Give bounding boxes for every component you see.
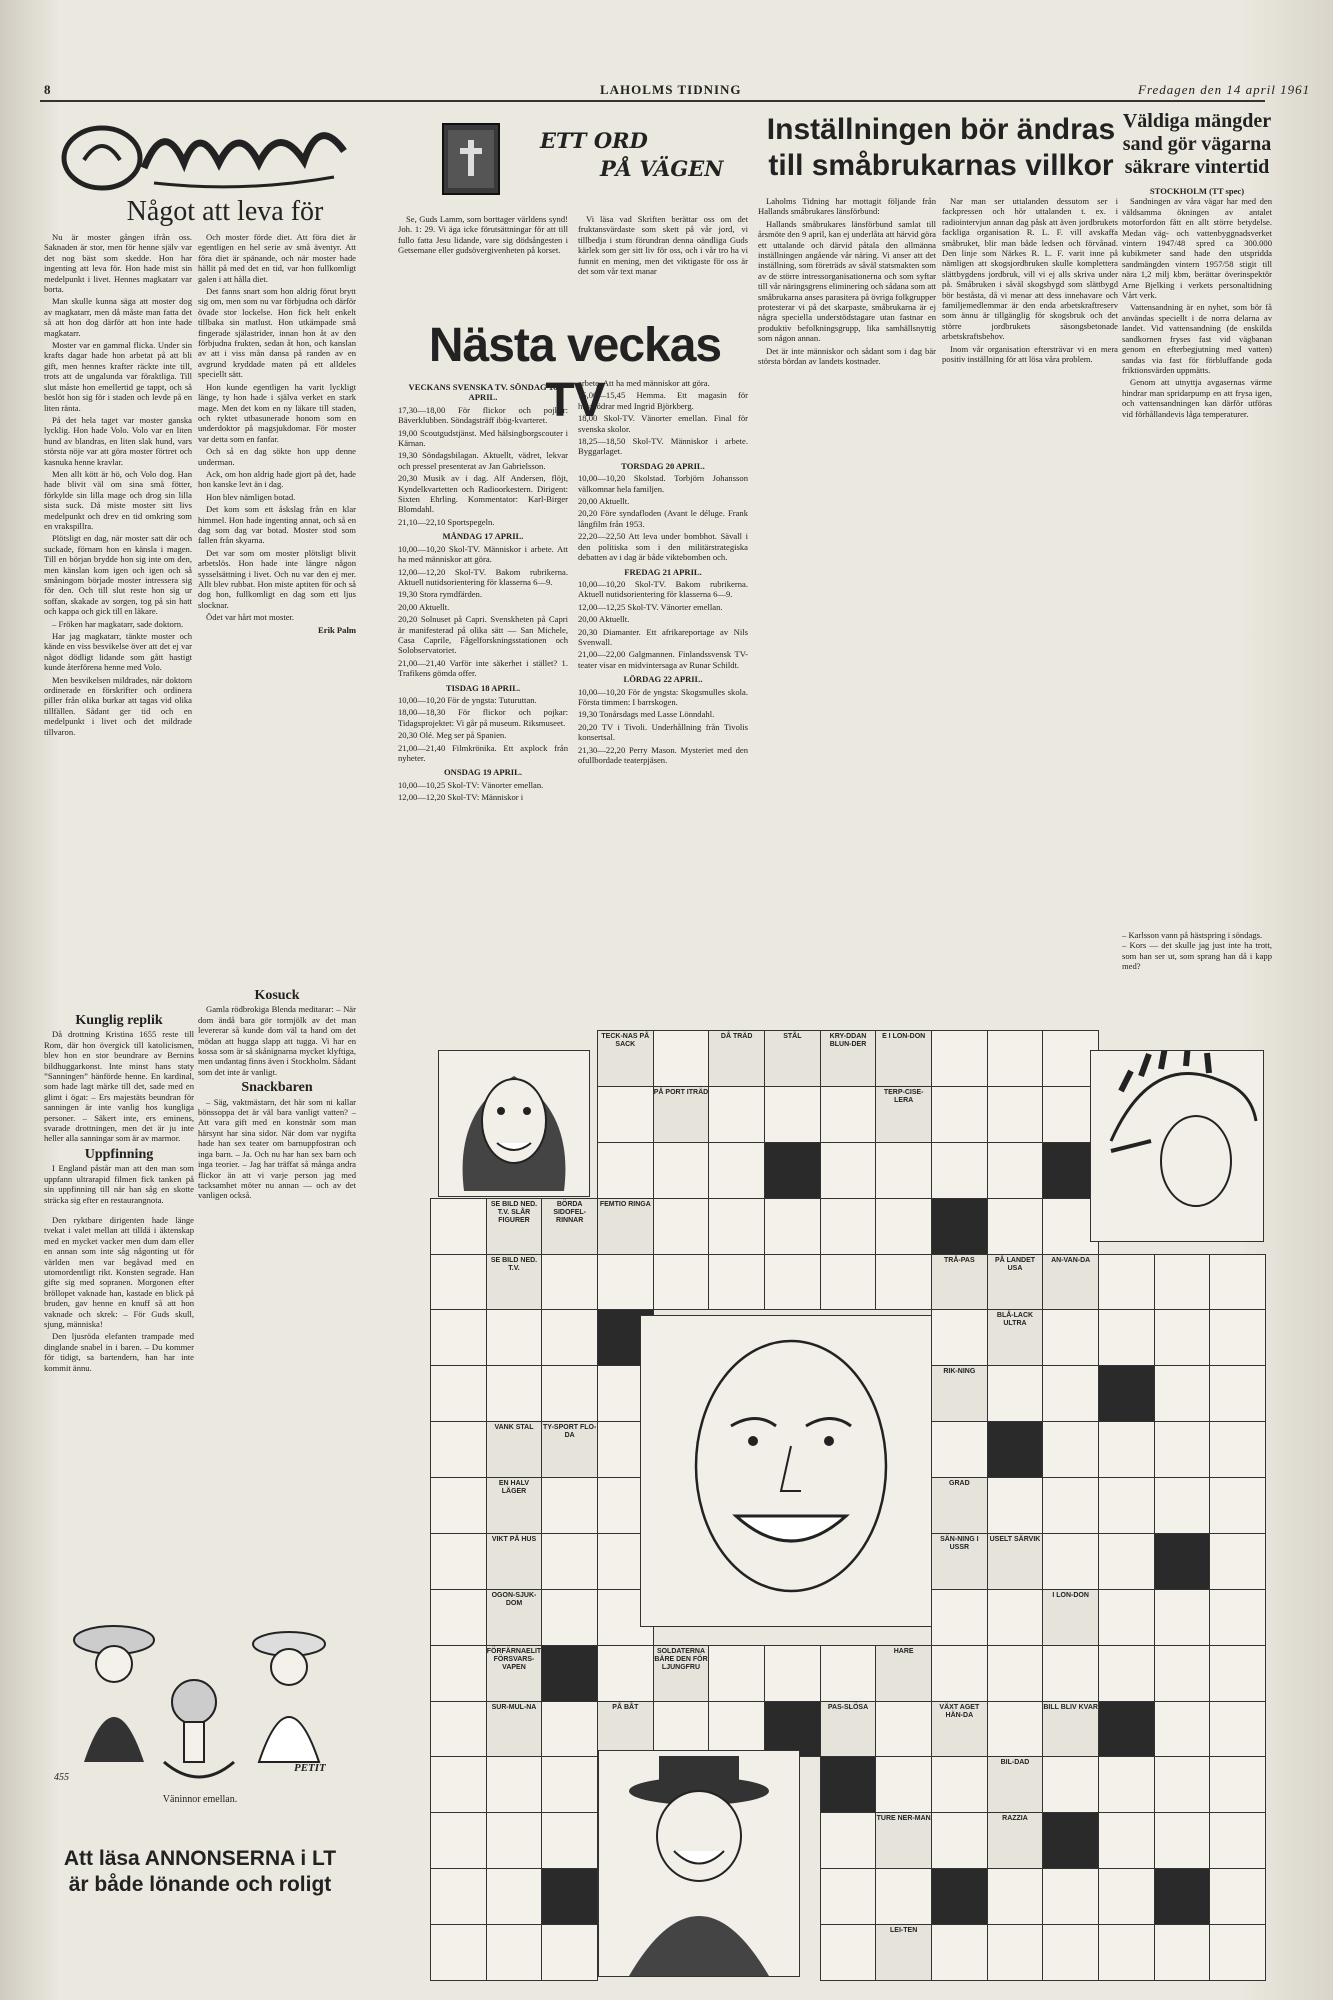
crossword-clue-cell: I LON-DON (1042, 1589, 1099, 1646)
tv-day-heading: MÅNDAG 17 APRIL. (442, 531, 524, 542)
tv-listing: 21,30—22,20 Perry Mason. Mysteriet med den ofullbordade teaterpjäsen. (578, 744, 748, 765)
crossword-clue-cell: PÅ BÅT (597, 1701, 654, 1758)
uppfinning-text: I England påstår man att den man som uppfann ultrarapid filmen fick tanken på sin uppfinning till när han såg en skotte sträcka sig efter en restaurangnota. (44, 1163, 194, 1205)
crossword-answer-cell[interactable] (875, 1756, 932, 1813)
crossword-clue-cell: HARE (875, 1645, 932, 1702)
tv-listing: 18,25—18,50 Skol-TV. Människor i arbete. Byggarlaget. (578, 436, 748, 457)
ad-line1: Att läsa ANNONSERNA i LT (63, 1847, 337, 1870)
crossword-answer-cell[interactable] (931, 1086, 988, 1143)
crossword-answer-cell[interactable] (1209, 1533, 1266, 1590)
crossword-clue-cell: LEI-TEN (875, 1924, 932, 1981)
crossword-answer-cell[interactable] (987, 1477, 1044, 1534)
crossword-answer-cell[interactable] (1154, 1254, 1211, 1311)
crossword-answer-cell[interactable] (764, 1645, 821, 1702)
crossword-answer-cell[interactable] (430, 1924, 487, 1981)
tv-listing: 20,30 Diamanter. Ett afrikareportage av Nils Svenwall. (578, 626, 748, 647)
crossword-answer-cell[interactable] (653, 1701, 710, 1758)
paragraph: Hon blev nämligen botad. (206, 491, 296, 502)
crossword-answer-cell[interactable] (987, 1701, 1044, 1758)
crossword-answer-cell[interactable] (820, 1812, 877, 1869)
tv-listing: 15,00—15,45 Hemma. Ett magasin för husmödrar med Ingrid Björkberg. (578, 390, 748, 411)
crossword-answer-cell[interactable] (541, 1533, 598, 1590)
tv-day-heading: VECKANS SVENSKA TV. SÖNDAG 16 APRIL. (408, 382, 558, 403)
sketch-indian-chief (1090, 1050, 1264, 1242)
crossword-answer-cell[interactable] (597, 1086, 654, 1143)
title-line: sand gör vägarna (1122, 133, 1272, 155)
tv-listing: 19,30 Stora rymdfärden. (398, 589, 483, 600)
crossword-answer-cell[interactable] (1209, 1421, 1266, 1478)
crossword-answer-cell[interactable] (1042, 1477, 1099, 1534)
crossword-black-cell (931, 1198, 988, 1255)
paragraph: Moster var en gammal flicka. Under sin krafts dagar hade hon arbetat på att bli gift, men hennes krafter räckte inte till, trots att de ungalunda var föraktliga. Till slut måste hon emellertid ge tappt, och så beslöt hon sig för i staden och levde på en liten ränta. (44, 340, 192, 413)
crossword-clue-cell: PAS-SLÖSA (820, 1701, 877, 1758)
tv-listing: 20,20 Före syndafloden (Avant le déluge. Frank långfilm från 1953. (578, 508, 748, 529)
valdiga-col (1122, 186, 1272, 926)
crossword-clue-cell: E I LON-DON (875, 1030, 932, 1087)
paragraph: Genom att utnyttja avgasernas värme hindrar man spridarpump en att frysa igen, och vattensandningen kan därför utföras vid förhållandevis låga temperaturer. (1122, 377, 1272, 419)
tv-listing: 12,00—12,20 Skol-TV. Bakom rubrikerna. Aktuell nutidsorientering för klasserna 6—9. (398, 566, 568, 587)
kosuck-text: Gamla rödbrokiga Blenda meditarar: – När dom ändå bara gör tormjölk av det man levererar så kunde dom väl ta hand om det mödan att hugga slapp att tugga. Vi har en kossa som är så skånignarna mycket klyftiga, men undantag finns även i Stockholm. Sådant som det inte är vanligt. (198, 1004, 356, 1077)
tv-listing: 19,30 Söndagsbilagan. Aktuellt, vädret, lekvar och pressel presenterat av Jan Gabrielsson. (398, 450, 568, 471)
crossword-answer-cell[interactable] (1209, 1589, 1266, 1646)
crossword-answer-cell[interactable] (1209, 1254, 1266, 1311)
crossword-answer-cell[interactable] (1098, 1309, 1155, 1366)
title-line: Väldiga mängder (1122, 110, 1272, 132)
author: Erik Palm (318, 624, 356, 635)
om-vartannat-col2 (198, 232, 356, 982)
crossword-answer-cell[interactable] (931, 1924, 988, 1981)
crossword-answer-cell[interactable] (486, 1756, 543, 1813)
crossword-answer-cell[interactable] (597, 1142, 654, 1199)
crossword-answer-cell[interactable] (1209, 1812, 1266, 1869)
cartoon-caption: Väninnor emellan. (162, 1794, 238, 1805)
crossword-clue-cell: BIL-DAD (987, 1756, 1044, 1813)
installningen-col2 (942, 196, 1118, 986)
tv-col1 (398, 378, 568, 990)
crossword-answer-cell[interactable] (1154, 1812, 1211, 1869)
crossword-answer-cell[interactable] (1042, 1533, 1099, 1590)
crossword-answer-cell[interactable] (875, 1254, 932, 1311)
crossword-answer-cell[interactable] (1098, 1254, 1155, 1311)
crossword-answer-cell[interactable] (987, 1086, 1044, 1143)
crossword-clue-cell: SÄN-NING I USSR (931, 1533, 988, 1590)
crossword-answer-cell[interactable] (430, 1254, 487, 1311)
crossword-answer-cell[interactable] (541, 1254, 598, 1311)
crossword-answer-cell[interactable] (1042, 1365, 1099, 1422)
kunglig-replik-text: Då drottning Kristina 1655 reste till Rom, där hon övergick till katolicismen, blev hon en stor beundrare av Bernins bildhuggarkonst. Inte minst hans staty ”Sanningen” hänförde henne. En kardinal, som hade lagt märke till det, sade med en glimt i ögat: – Ers majestäts beundran för sanningen är inte vanlig hos kungliga personer. – Säkert inte, ers eminens, svarade drottningen, men det är ju inte heller alla sanningar som är av marmor. (44, 1029, 194, 1144)
crossword-clue-cell: PÅ LANDET USA (987, 1254, 1044, 1311)
tv-listing: 21,00—22,00 Galgmannen. Finlandssvensk TV-teater visar en midvintersaga av Runar Schildt. (578, 649, 748, 670)
crossword-answer-cell[interactable] (541, 1812, 598, 1869)
paragraph: Ödet var hårt mot moster. (206, 612, 295, 623)
crossword-answer-cell[interactable] (1098, 1645, 1155, 1702)
crossword-answer-cell[interactable] (1209, 1365, 1266, 1422)
crossword-answer-cell[interactable] (987, 1868, 1044, 1925)
paragraph: Nu är moster gången ifrån oss. Saknaden är stor, men för henne själv var det nog bäst som skedde. Hon har ingenting att leva för. Hon hade mist sin medelpunkt i livet. Hennes magkatarr var borta. (44, 232, 192, 295)
paragraph: Det fanns snart som hon aldrig förut brytt sig om, men som nu var förbjudna och därför övade stor lockelse. Hon fick helt enkelt tillbaka sin matlust. Hon utkämpade små fingerade själastrider, innan hon åt av den förbjudna frukten, sedan åt hon, och kanslan av att i viss mån dansa på randen av en avgrund kryddade maten på ett alldeles speciellt sätt. (198, 286, 356, 380)
crossword-answer-cell[interactable] (653, 1198, 710, 1255)
crossword-black-cell (820, 1756, 877, 1813)
tv-title: Nästa veckas TV (428, 319, 722, 427)
newspaper-name: LAHOLMS TIDNING (600, 82, 742, 97)
tv-listing: 10,00—10,20 Skolstad. Torbjörn Johansson välkomnar hela familjen. (578, 473, 748, 494)
tv-listing: 12,00—12,20 Skol-TV: Människor i (398, 792, 524, 803)
crossword-answer-cell[interactable] (931, 1030, 988, 1087)
crossword-answer-cell[interactable] (541, 1589, 598, 1646)
crossword-answer-cell[interactable] (430, 1477, 487, 1534)
crossword-answer-cell[interactable] (1209, 1645, 1266, 1702)
tv-listing: 20,00 Aktuellt. (578, 614, 630, 625)
crossword-answer-cell[interactable] (1042, 1309, 1099, 1366)
paragraph: Men allt kött är hö, och Volo dog. Han hade blivit väl om sina små fötter, förkylde sin lilla mage och drog sin lilla sista suck. Då miste moster sitt livs medelpunkt och drev en tid omkring som en vrakspillra. (44, 468, 192, 531)
crossword-answer-cell[interactable] (541, 1365, 598, 1422)
paragraph: Ack, om hon aldrig hade gjort på det, hade hon kanske levt än i dag. (198, 468, 356, 490)
paragraph: Det är inte människor och sådant som i dag bär största bördan av landets kostnader. (758, 345, 936, 367)
sketch-man-hat (598, 1750, 800, 1977)
crossword-clue-cell: TERP-CISE-LERA (875, 1086, 932, 1143)
crossword-answer-cell[interactable] (875, 1142, 932, 1199)
crossword-answer-cell[interactable] (430, 1812, 487, 1869)
tv-listing: 18,00—18,30 För flickor och pojkar: Tidagsprojektet: Vi går på museum. Riksmuseet. (398, 707, 568, 728)
tv-listing: 20,00 Aktuellt. (398, 601, 450, 612)
title-line: till småbrukarnas villkor (768, 149, 1114, 182)
crossword-answer-cell[interactable] (764, 1198, 821, 1255)
crossword-black-cell (987, 1421, 1044, 1478)
crossword-answer-cell[interactable] (486, 1868, 543, 1925)
crossword-clue-cell: TY-SPORT FLO-DA (541, 1421, 598, 1478)
issue-date: Fredagen den 14 april 1961 (1138, 82, 1311, 97)
crossword-answer-cell[interactable] (931, 1589, 988, 1646)
crossword-clue-cell: OGON-SJUK-DOM (486, 1589, 543, 1646)
paragraph: På det hela taget var moster ganska lycklig. Hon hade Volo. Volo var en liten hund av blandras, en liten slak hund, vars största nöje var att göra moster förtret och kasnuka henne kravlar. (44, 414, 192, 467)
crossword-answer-cell[interactable] (430, 1701, 487, 1758)
crossword-black-cell (541, 1645, 598, 1702)
paragraph: Man skulle kunna säga att moster dog av magkatarr, men då måste man fatta det så att hon dog därför att hon inte hade magkatarr. (44, 296, 192, 338)
crossword-black-cell (541, 1868, 598, 1925)
crossword-black-cell (931, 1868, 988, 1925)
paragraph: Hon kunde egentligen ha varit lyckligt länge, ty hon hade i själva verket en stark mage. Men det kom en ny läkare till staden, och ryktet utbasunerade honom som en underdoktor på magsjukdomar. För moster var detta som en fanfar. (198, 381, 356, 444)
crossword-clue-cell: BLÅ-LACK ULTRA (987, 1309, 1044, 1366)
crossword-answer-cell[interactable] (1209, 1756, 1266, 1813)
paragraph: Vi läsa vad Skriften berättar oss om det fruktansvärdaste som skett på vår jord, vi tillbedja i stum förundran denna oändliga Guds kärlek som ger sitt liv för oss, och i vår tro ha vi funnit en mening, men det viktigaste för oss är det som vår text manar (578, 214, 748, 277)
tv-listing: 10,00—10,25 Skol-TV: Vänorter emellan. (398, 779, 544, 790)
crossword-clue-cell: TURE NER-MAN (875, 1812, 932, 1869)
crossword-clue-cell: FÖRFÄRNAELIT FÖRSVARS-VAPEN (486, 1645, 543, 1702)
crossword-answer-cell[interactable] (1209, 1868, 1266, 1925)
crossword-answer-cell[interactable] (820, 1198, 877, 1255)
crossword-answer-cell[interactable] (653, 1254, 710, 1311)
tv-day-heading: FREDAG 21 APRIL. (624, 566, 702, 577)
crossword-answer-cell[interactable] (875, 1198, 932, 1255)
crossword-answer-cell[interactable] (541, 1309, 598, 1366)
crossword-clue-cell: SE BILD NED. T.V. (486, 1254, 543, 1311)
crossword-answer-cell[interactable] (1209, 1924, 1266, 1981)
crossword-black-cell (1042, 1812, 1099, 1869)
crossword-black-cell (764, 1701, 821, 1758)
crossword-answer-cell[interactable] (1154, 1365, 1211, 1422)
crossword-answer-cell[interactable] (708, 1701, 765, 1758)
crossword-answer-cell[interactable] (1098, 1756, 1155, 1813)
paragraph: Vattensandning är en nyhet, som bör få användas speciellt i de norra delarna av landet. Vid vattensandning (de enskilda sandkornen fryses fast vid vägbanan genom en efterbegjutning med vatten) sandas via fast för förbluffande goda friktionsvärden uppmätts. (1122, 302, 1272, 375)
crossword-answer-cell[interactable] (486, 1812, 543, 1869)
title-line: säkrare vintertid (1124, 156, 1270, 178)
tv-day-heading: TISDAG 18 APRIL. (445, 682, 521, 693)
crossword-answer-cell[interactable] (820, 1645, 877, 1702)
tv-day-heading: TORSDAG 20 APRIL. (621, 460, 705, 471)
ett-ord-col1 (398, 214, 568, 314)
crossword-black-cell (1154, 1868, 1211, 1925)
crossword-answer-cell[interactable] (1209, 1701, 1266, 1758)
crossword-black-cell (764, 1142, 821, 1199)
tv-listing: 19,00 Scoutgudstjänst. Med hälsingborgscouter i Kärnan. (398, 427, 568, 449)
paragraph: Men besvikelsen mildrades, när doktorn ordinerade en förskrifter och ordinera piller från olika burkar att tagas vid olika tillfällen. Sådant ger tid och en medelpunkt i livet och det mildrade tillvaron. (44, 674, 192, 737)
tv-listing: 20,20 Solnuset på Capri. Svenskheten på Capri är manifesterad på olika sätt — San Michele, Casa Caprile, Fågelforskningsstationen och Solobservatoriet. (398, 614, 568, 656)
crossword-answer-cell[interactable] (1098, 1421, 1155, 1478)
crossword-answer-cell[interactable] (597, 1254, 654, 1311)
crossword-answer-cell[interactable] (1209, 1309, 1266, 1366)
crossword-answer-cell[interactable] (486, 1309, 543, 1366)
ett-ord-col2 (578, 214, 748, 314)
crossword-answer-cell[interactable] (430, 1421, 487, 1478)
crossword-answer-cell[interactable] (1098, 1589, 1155, 1646)
paragraph: Och så en dag sökte hon upp denne underman. (198, 446, 356, 467)
paragraph: Nar man ser uttalanden dessutom ser i fackpressen och hör uttalanden t. ex. i radiointervjun annan dag påsk att även jordbrukets fackliga organisation R. L. F. vill avskaffa småbruket, blir man både ledsen och förvånad. Den linje som Närkes R. L. F. varit inne på nämligen att skogsjordbruken skulle komplettera slättbygdens jordbruk, vill vi ej alls skriva under på. Småbruken i såväl skogsbygd som slättbygd bör beståsta, då vi menar att dess innehavare och familjemedlemmar är den enda arbetskraftreserv som ännu är tillgänglig för skogsbruk och det större jordbrukets säsongsbetonade arbetskraftsbehov. (942, 196, 1118, 342)
installningen-title (758, 112, 1124, 184)
article-title: Något att leva för (126, 196, 324, 227)
tv-listing: 21,00—21,40 Varför inte säkerhet i stället? 1. Trafikens gömda offer. (398, 657, 568, 679)
crossword-answer-cell[interactable] (1154, 1589, 1211, 1646)
crossword-clue-cell: VIKT PÅ HUS (486, 1533, 543, 1590)
crossword-answer-cell[interactable] (541, 1756, 598, 1813)
tv-col2 (578, 378, 748, 990)
crossword-answer-cell[interactable] (1154, 1477, 1211, 1534)
crossword-clue-cell: SE BILD NED. T.V. SLÅR FIGURER (486, 1198, 543, 1255)
paragraph: Och moster förde diet. Att föra diet är egentligen en hel serie av små äventyr. Att föra diet är spänande, och när moster hade hällit på med det en tid, var hon fullkomligt galen i att hålla diet. (198, 232, 356, 284)
sketch-woman (438, 1050, 590, 1197)
tv-listing: 20,30 Olé. Meg ser på Spanien. (398, 730, 507, 741)
crossword-answer-cell[interactable] (820, 1924, 877, 1981)
crossword-clue-cell: SUR-MUL-NA (486, 1701, 543, 1758)
tv-listing: 10,00—10,20 Skol-TV. Bakom rubrikerna. Aktuell nutidsorientering för klasserna 6—9. (578, 578, 748, 600)
crossword-answer-cell[interactable] (430, 1365, 487, 1422)
tv-listing: 19,30 Tonårsdags med Lasse Lönndahl. (578, 709, 715, 720)
crossword-clue-cell: RIK-NING (931, 1365, 988, 1422)
crossword-answer-cell[interactable] (430, 1589, 487, 1646)
cartoon-number: 455 (54, 1772, 69, 1783)
crossword-answer-cell[interactable] (708, 1198, 765, 1255)
crossword-clue-cell: TECK-NAS PÅ SACK (597, 1030, 654, 1087)
crossword-answer-cell[interactable] (708, 1086, 765, 1143)
crossword-answer-cell[interactable] (987, 1030, 1044, 1087)
paragraph: Det kom som ett åskslag från en klar himmel. Hon hade ingenting annat, och så en dag som dag var botad. Moster stod som fallen från skyarna. (198, 504, 356, 546)
crossword-answer-cell[interactable] (1042, 1924, 1099, 1981)
dirigent-text: Den ryktbare dirigenten hade länge tvekat i valet mellan att tilldä i äktenskap med en mycket vacker men dum dam eller en annan som inte såg någonting ut för världen men var begåvad med en utomordentligt rikt. Konsten segrade. Han gifte sig med sopranen. Morgonen efter bröllopet vaknade han, kastade en blick på bruden, gav henne en knuff så att hon vaknade och skrek: – För Guds skull, sjung, människa! (44, 1214, 194, 1329)
crossword-clue-cell: USELT SÄRVIK (987, 1533, 1044, 1590)
annons-ad (44, 1846, 356, 1898)
paragraph: – Fröken har magkatarr, sade doktorn. (52, 618, 184, 629)
kosuck-col (198, 985, 356, 1445)
crossword-answer-cell[interactable] (1098, 1868, 1155, 1925)
crossword-clue-cell: BÖRDA SIDOFEL-RINNAR (541, 1198, 598, 1255)
crossword-answer-cell[interactable] (430, 1309, 487, 1366)
crossword-answer-cell[interactable] (653, 1142, 710, 1199)
crossword-answer-cell[interactable] (875, 1701, 932, 1758)
crossword-answer-cell[interactable] (653, 1030, 710, 1087)
crossword-answer-cell[interactable] (931, 1142, 988, 1199)
crossword-answer-cell[interactable] (987, 1589, 1044, 1646)
cartoon-signature: PETIT (294, 1762, 326, 1774)
crossword-answer-cell[interactable] (820, 1086, 877, 1143)
crossword (430, 1030, 1265, 1980)
crossword-clue-cell: PÅ PORT ITRÄD (653, 1086, 710, 1143)
crossword-answer-cell[interactable] (931, 1756, 988, 1813)
crossword-answer-cell[interactable] (931, 1812, 988, 1869)
masthead-rule (40, 100, 1265, 102)
tv-listing: 20,00 Aktuellt. (578, 496, 630, 507)
tv-listing: 21,10—22,10 Sportspegeln. (398, 516, 495, 527)
crossword-answer-cell[interactable] (708, 1645, 765, 1702)
tv-listing: 20,20 TV i Tivoli. Underhållning från Tivolis konsertsal. (578, 721, 748, 743)
paragraph: Laholms Tidning har mottagit följande från Hallands småbrukares länsförbund: (758, 196, 936, 217)
bible-icon (438, 120, 508, 200)
paragraph: Hallands småbrukares länsförbund samlat till årsmöte den 9 april, kan ej underlåta att härvid göra ett uttalande och därvid påtala den allmänna inställningen angående vår näring. Vi anser att det inställning, som företräds av såväl statsmakten som av de större intressorganisationerna och som syftar till vår näringsgrens eliminering och sådana som att småbrukarna anses parasitera på övriga folkgrupper protesterar vi på det skarpaste, småbrukarna är ej några speciella understödstagare utan fastnar en produktiv befolkningsgrupp, lika samhällsnyttig som någon annan. (758, 218, 936, 344)
crossword-clue-cell: GRAD (931, 1477, 988, 1534)
crossword-answer-cell[interactable] (1042, 1756, 1099, 1813)
tv-listing: 18,00 Skol-TV. Vänorter emellan. Final för svenska skolor. (578, 413, 748, 434)
tv-listing: 20,30 Musik av i dag. Alf Andersen, flöjt, Kyndelkvartetten och Radioorkestern. Dirigent: Sixten Ehrling. Kommentator: Karl-Birger Blomdahl. (398, 473, 568, 515)
tv-day-heading: ONSDAG 19 APRIL. (443, 767, 523, 778)
paragraph: Sandningen av våra vägar har med den väldsamma ökningen av antalet motorfordon fått en allt större betydelse. Medan väg- och vattenbyggnadsverket vintern 1947/48 spred ca 300.000 kubikmeter sand hade den utspridda sandmängden vintern 1957/58 stigit till nära 1,2 milj kbm, berättar överinspektör Arne Bjelking i verkets personaltidning Vårt verk. (1122, 196, 1272, 301)
paragraph: Inom vår organisation eftersträvar vi en mera positiv inställning för att lösa våra problem. (942, 343, 1118, 365)
page-number: 8 (44, 82, 52, 97)
crossword-answer-cell[interactable] (820, 1142, 877, 1199)
crossword-answer-cell[interactable] (1209, 1477, 1266, 1534)
crossword-answer-cell[interactable] (541, 1477, 598, 1534)
crossword-clue-cell: KRY-DDAN BLUN-DER (820, 1030, 877, 1087)
kunglig-replik-title: Kunglig replik (75, 1013, 163, 1028)
crossword-answer-cell[interactable] (1154, 1309, 1211, 1366)
dateline: STOCKHOLM (TT spec) (1149, 186, 1245, 196)
ett-ord-subtitle: PÅ VÄGEN (600, 156, 724, 181)
crossword-black-cell (1154, 1533, 1211, 1590)
crossword-answer-cell[interactable] (987, 1365, 1044, 1422)
kosuck-title: Kosuck (254, 988, 300, 1003)
crossword-answer-cell[interactable] (931, 1645, 988, 1702)
valdiga-title (1122, 110, 1272, 179)
crossword-clue-cell: DÅ TRÄD (708, 1030, 765, 1087)
installningen-col1 (758, 196, 936, 986)
crossword-answer-cell[interactable] (1154, 1701, 1211, 1758)
crossword-answer-cell[interactable] (1098, 1533, 1155, 1590)
crossword-clue-cell: VANK STAL (486, 1421, 543, 1478)
tv-listing: 12,00—12,25 Skol-TV. Vänorter emellan. (578, 601, 723, 612)
crossword-answer-cell[interactable] (987, 1924, 1044, 1981)
crossword-answer-cell[interactable] (987, 1645, 1044, 1702)
crossword-answer-cell[interactable] (764, 1086, 821, 1143)
paragraph: Se, Guds Lamm, som borttager världens synd! Joh. 1: 29. Vi äga icke förutsättningar för att till fullo fatta Jesu lidande, vare sig dödsångesten i Getsemane eller gudsövergivenheten på korset. (398, 214, 568, 256)
crossword-answer-cell[interactable] (430, 1756, 487, 1813)
paragraph: Plötsligt en dag, när moster satt där och suckade, förnam hon en känsla i magen. Till en början brydde hon sig inte om den, men känslan kom igen och igen och så småningom började moster intressera sig för den. Och till slut reste hon sig ur soffan, skakade av sorgen, tog på sin hatt och kappa och gick till en läkare. (44, 533, 192, 617)
crossword-answer-cell[interactable] (987, 1198, 1044, 1255)
title-line: Inställningen bör ändras (766, 113, 1116, 146)
crossword-answer-cell[interactable] (708, 1142, 765, 1199)
crossword-clue-cell: STÅL (764, 1030, 821, 1087)
ett-ord-title: ETT ORD (540, 128, 648, 153)
ad-line2: är både lönande och roligt (68, 1873, 332, 1896)
crossword-answer-cell[interactable] (987, 1142, 1044, 1199)
om-vartannat-header (44, 108, 354, 196)
crossword-clue-cell: RAZZIA (987, 1812, 1044, 1869)
crossword-answer-cell[interactable] (708, 1254, 765, 1311)
crossword-answer-cell[interactable] (1042, 1868, 1099, 1925)
crossword-answer-cell[interactable] (931, 1309, 988, 1366)
crossword-clue-cell: VÄXT AGET HÄN-DA (931, 1701, 988, 1758)
crossword-answer-cell[interactable] (430, 1533, 487, 1590)
crossword-clue-cell: EN HALV LÄGER (486, 1477, 543, 1534)
crossword-black-cell (1098, 1365, 1155, 1422)
tv-listing: 10,00—10,20 För de yngsta: Skogsmulles skola. Första timmen: I barrskogen. (578, 686, 748, 707)
karlsson-joke: – Karlsson vann på hästspring i söndags. – Kors — det skulle jag just inte ha trott, som han ser ut, som sprang han då i kapp med? (1122, 930, 1272, 972)
crossword-answer-cell[interactable] (430, 1198, 487, 1255)
tv-listing: 21,00—21,40 Filmkrönika. Ett axplock från nyheter. (398, 742, 568, 763)
paragraph: Har jag magkatarr, tänkte moster och kände en viss besvikelse över att det ej var något dödligt lidande som gått hastigt kunde återförena henne med Volo. (44, 631, 192, 673)
crossword-answer-cell[interactable] (1098, 1924, 1155, 1981)
crossword-clue-cell: FEMTIO RINGA (597, 1198, 654, 1255)
tv-listing: 22,20—22,50 Att leva under bombhot. Sävall i den politiska som i den militärstrategiska debatten av i dag är både viktebomben och. (578, 531, 748, 563)
crossword-answer-cell[interactable] (541, 1924, 598, 1981)
crossword-answer-cell[interactable] (1042, 1421, 1099, 1478)
crossword-answer-cell[interactable] (820, 1868, 877, 1925)
crossword-answer-cell[interactable] (597, 1645, 654, 1702)
crossword-answer-cell[interactable] (1154, 1924, 1211, 1981)
tv-listing: 10,00—10,20 Skol-TV. Människor i arbete. Att ha med människor att göra. (398, 543, 568, 565)
snackbaren-title: Snackbaren (241, 1080, 313, 1096)
crossword-answer-cell[interactable] (1154, 1645, 1211, 1702)
crossword-answer-cell[interactable] (1098, 1477, 1155, 1534)
crossword-answer-cell[interactable] (541, 1701, 598, 1758)
crossword-answer-cell[interactable] (875, 1868, 932, 1925)
tv-listing: 17,30—18,00 För flickor och pojkar: Bäverklubben. Söndagsträff ibög-kvarteret. (398, 404, 568, 426)
crossword-answer-cell[interactable] (486, 1365, 543, 1422)
crossword-answer-cell[interactable] (1154, 1756, 1211, 1813)
crossword-black-cell (1098, 1701, 1155, 1758)
tv-day-heading: LÖRDAG 22 APRIL. (623, 674, 703, 685)
crossword-answer-cell[interactable] (764, 1254, 821, 1311)
crossword-clue-cell: TRÅ-PAS (931, 1254, 988, 1311)
left-lower-col (44, 1010, 194, 1610)
paragraph: Det var som om moster plötsligt blivit arbetslös. Hon hade inte längre någon sysselsättning i livet. Och nu var den ej mer. Allt blev rubbat. Hon miste aptiten för och så dog hon, fullkomligt en dag som ett ljus slocknar. (198, 547, 356, 610)
crossword-answer-cell[interactable] (820, 1254, 877, 1311)
sketch-man-portrait (640, 1315, 932, 1627)
tv-listing: 10,00—10,20 För de yngsta: Tuturuttan. (398, 694, 537, 705)
crossword-answer-cell[interactable] (1042, 1645, 1099, 1702)
crossword-clue-cell: AN-VAN-DA (1042, 1254, 1099, 1311)
crossword-answer-cell[interactable] (486, 1924, 543, 1981)
crossword-clue-cell: BILL BLIV KVAR (1042, 1701, 1099, 1758)
elefant-text: Den ljusröda elefanten trampade med dinglande snabel in i baren. – Du kommer för tidigt, sa bartendern, han har inte kommit ännu. (44, 1331, 194, 1373)
crossword-answer-cell[interactable] (430, 1868, 487, 1925)
uppfinning-title: Uppfinning (84, 1146, 154, 1162)
crossword-answer-cell[interactable] (430, 1645, 487, 1702)
tv-listing: arbete. Att ha med människor att göra. (578, 378, 710, 388)
snackbaren-text: – Säg, vaktmästarn, det här som ni kallar bönssoppa det är väl bara vanligt vatten? – Att vara gift med en konstnär som man härsynt har sina sidor. När dom var nygifta hade han sex teater om barnuppfostran och inga barn. – Ja. Och nu har han sex barn och inga teorier. – Jag har träffat så många andra flickor än att vi varje person jag med tacksamhet möter nu annan — och av det vanligen också. (198, 1096, 356, 1201)
cartoon-ladies (44, 1612, 356, 1812)
crossword-answer-cell[interactable] (931, 1421, 988, 1478)
crossword-clue-cell: SOLDATERNA BÄRE DEN FÖR LJUNGFRU (653, 1645, 710, 1702)
crossword-answer-cell[interactable] (1154, 1421, 1211, 1478)
crossword-answer-cell[interactable] (1098, 1812, 1155, 1869)
